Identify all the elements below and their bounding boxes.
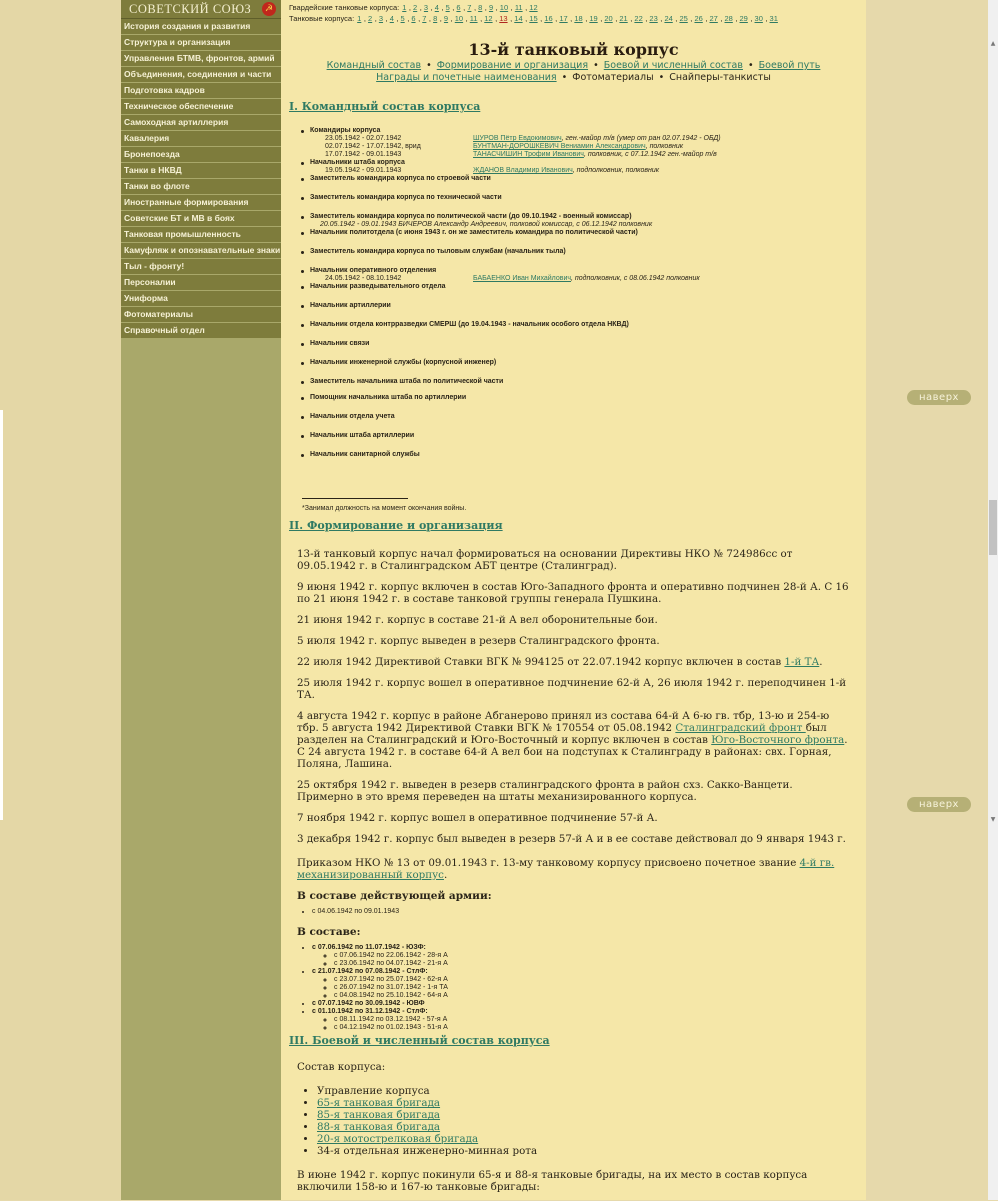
sidebar-item-reference[interactable]: Справочный отдел [121, 323, 281, 339]
tank-corps-link[interactable]: 26 [694, 14, 703, 23]
nav-link-combat-path[interactable]: Боевой путь [758, 60, 821, 71]
sidebar-item-navy-tanks[interactable]: Танки во флоте [121, 179, 281, 195]
sidebar-item-tech-support[interactable]: Техническое обеспечение [121, 99, 281, 115]
corps-link[interactable]: 4-й гв. механизированный корпус [297, 857, 835, 881]
sidebar-item-camouflage[interactable]: Камуфляж и опознавательные знаки [121, 243, 281, 259]
chief-entry: 19.05.1942 - 09.01.1943 ЖДАНОВ Владимир Иванович, подполковник, полковник [325, 167, 660, 174]
site-logo[interactable] [121, 0, 281, 19]
position-deputy-rear: Заместитель командира корпуса по тыловым службам (начальник тыла) [301, 248, 866, 256]
position-engineer: Начальник инженерной службы (корпусной инженер) [301, 359, 866, 367]
guards-corps-links: Гвардейские танковые корпуса: 1 , 2 , 3 , 4 , 5 , 6 , 7 , 8 , 9 , 10 , 11 , 12 [289, 3, 538, 12]
tank-corps-link[interactable]: 27 [709, 14, 718, 23]
nav-text-photos: Фотоматериалы [572, 72, 654, 83]
position-recon: Начальник разведывательного отдела [301, 283, 866, 291]
paragraph: 7 ноября 1942 г. корпус вошел в оперативное подчинение 57-й А. [297, 812, 658, 824]
section-heading-formation[interactable]: II. Формирование и организация [289, 519, 503, 532]
person-link[interactable]: ТАНАСЧИШИН Трофим Иванович [473, 151, 584, 158]
paragraph: 4 августа 1942 г. корпус в районе Абганерово принял из состава 64-й А 6-ю гв. тбр, 13-ю и 254-ю тбр. 5 августа 1942 Директивой Ставки ВГК № 170554 от 05.08.1942 Сталинградский фронт был разделен на Сталинградский и Юго-Восточный и корпус включен в состав Юго-Восточного фронта. С 24 августа 1942 г. в составе 64-й А вел бои на подступах к Сталинграду в районах: свх. Горная, Поляна, Лашина. [297, 710, 848, 770]
tank-corps-link[interactable]: 21 [619, 14, 628, 23]
sidebar-item-structure[interactable]: Структура и организация [121, 35, 281, 51]
paragraph: Приказом НКО № 13 от 09.01.1943 г. 13-му танковому корпусу присвоено почетное звание 4-й гв. механизированный корпус. [297, 857, 835, 881]
paragraph: 25 октября 1942 г. выведен в резерв сталинградского фронта в район схз. Сакко-Ванцети. Примерно в это время переведен на штаты механизированного корпуса. [297, 779, 793, 803]
tank-corps-link[interactable]: 9 [443, 14, 449, 23]
front-link[interactable]: Сталинградский фронт [675, 722, 806, 734]
tank-corps-link[interactable]: 16 [544, 14, 553, 23]
hammer-sickle-icon: ☭ [262, 2, 276, 16]
person-link[interactable]: БАБАЕНКО Иван Михайлович [473, 275, 572, 282]
nav-link-awards[interactable]: Награды и почетные наименования [376, 72, 557, 83]
tank-corps-link[interactable]: 30 [754, 14, 763, 23]
nav-separator: • [426, 60, 432, 71]
nav-separator: • [748, 60, 754, 71]
tank-corps-link[interactable]: 2 [368, 14, 373, 23]
position-records: Начальник отдела учета [301, 413, 866, 421]
tank-corps-link[interactable]: 13 [499, 14, 508, 23]
list-item: • с 01.10.1942 по 31.12.1942 - СтлФ: ◦ с 08.11.1942 по 03.12.1942 - 57-я А ◦ с 04.12.1942 по 01.02.1943 - 51-я А [312, 1008, 852, 1032]
position-deputy-staff-political: Заместитель начальника штаба по политической части [301, 378, 866, 386]
sidebar-item-battles[interactable]: Советские БТ и МВ в боях [121, 211, 281, 227]
tank-corps-link[interactable]: 5 [400, 14, 405, 23]
list-item: ◦ с 04.08.1942 по 25.10.1942 - 64-я А [334, 992, 852, 1000]
position-operations: Начальник оперативного отделения [301, 267, 866, 275]
combat-text [297, 1061, 852, 1201]
list-item: • с 21.07.1942 по 07.08.1942 - СтлФ: ◦ с 23.07.1942 по 25.07.1942 - 62-я А ◦ с 26.07.1942 по 31.07.1942 - 1-я ТА ◦ с 04.08.1942 по 25.10.1942 - 64-я А [312, 968, 852, 1000]
tank-corps-link[interactable]: 15 [529, 14, 538, 23]
list-item: • с 07.06.1942 по 11.07.1942 - ЮЗФ: ◦ с 07.06.1942 по 22.06.1942 - 28-я А ◦ с 23.06.1942 по 04.07.1942 - 21-я А [312, 944, 852, 968]
sidebar [121, 0, 281, 1200]
nav-text-snipers: Снайперы-танкисты [669, 72, 771, 83]
army-link[interactable]: 1-й ТА [784, 656, 820, 668]
nav-separator: • [658, 72, 665, 83]
commander-entry: 17.07.1942 - 09.01.1943 ТАНАСЧИШИН Трофим Иванович, полковник, с 07.12.1942 ген.-майор т/в [325, 151, 717, 158]
position-artillery: Начальник артиллерии [301, 302, 866, 310]
paragraph: 5 июля 1942 г. корпус выведен в резерв Сталинградского фронта. [297, 635, 660, 647]
tank-corps-link[interactable]: 6 [411, 14, 416, 23]
position-chief-of-staff: Начальники штаба корпуса [301, 159, 866, 167]
sidebar-item-uniform[interactable]: Униформа [121, 291, 281, 307]
list-item: ◦ с 04.12.1942 по 01.02.1943 - 51-я А [334, 1024, 852, 1032]
formation-text [297, 548, 852, 1032]
person-link[interactable]: БУНТМАН-ДОРОШКЕВИЧ Вениамин Александрович [473, 143, 646, 150]
paragraph: 3 декабря 1942 г. корпус был выведен в резерв 57-й А и в ее составе действовал до 9 января 1943 г. [297, 833, 846, 845]
sidebar-item-directorates[interactable]: Управления БТМВ, фронтов, армий [121, 51, 281, 67]
scroll-up-icon[interactable]: ▲ [990, 40, 996, 47]
sidebar-item-formations[interactable]: Объединения, соединения и части [121, 67, 281, 83]
corps-index [289, 2, 780, 24]
position-asst-artillery: Помощник начальника штаба по артиллерии [301, 394, 866, 402]
guards-corps-link[interactable]: 1 [402, 3, 407, 12]
nav-separator: • [561, 72, 568, 83]
position-deputy-combat: Заместитель командира корпуса по строевой части [301, 175, 866, 183]
position-deputy-political: Заместитель командира корпуса по политической части (до 09.10.1942 - военный комиссар) [301, 213, 866, 221]
tank-corps-link[interactable]: 20 [604, 14, 613, 23]
guards-corps-link[interactable]: 4 [434, 3, 439, 12]
composition-list [297, 944, 852, 1032]
active-army-heading: В составе действующей армии: [297, 890, 492, 902]
sidebar-item-cavalry[interactable]: Кавалерия [121, 131, 281, 147]
back-to-top-button[interactable]: наверх [907, 797, 971, 812]
sidebar-item-foreign[interactable]: Иностранные формирования [121, 195, 281, 211]
nav-link-command[interactable]: Командный состав [326, 60, 422, 71]
political-deputy-entry: 20.05.1942 - 09.01.1943 БИЧЕРОВ Александр Андреевич, полковой комиссар, с 06.12.1942 полковник [320, 221, 653, 228]
tank-corps-link[interactable]: 1 [357, 14, 362, 23]
position-artillery-staff: Начальник штаба артиллерии [301, 432, 866, 440]
paragraph: 9 июня 1942 г. корпус включен в состав Юго-Западного фронта и оперативно подчинен 28-й А. С 16 по 21 июня 1942 г. в составе танковой группы генерала Пушкина. [297, 581, 849, 605]
position-signals: Начальник связи [301, 340, 866, 348]
commander-entry: 23.05.1942 - 02.07.1942 ШУРОВ Пётр Евдокимович, ген.-майор т/в (умер от ран 02.07.1942 - ОБД) [325, 135, 721, 142]
guards-corps-link[interactable]: 12 [529, 3, 538, 12]
left-margin [0, 0, 121, 1200]
sidebar-item-industry[interactable]: Танковая промышленность [121, 227, 281, 243]
list-item: ◦ с 23.07.1942 по 25.07.1942 - 62-я А [334, 976, 852, 984]
tank-corps-label: Танковые корпуса: [289, 14, 355, 23]
list-item: ◦ с 07.06.1942 по 22.06.1942 - 28-я А [334, 952, 852, 960]
list-item: ◦ с 26.07.1942 по 31.07.1942 - 1-я ТА [334, 984, 852, 992]
active-army-list [297, 908, 852, 916]
sidebar-menu [121, 19, 281, 339]
tank-corps-link[interactable]: 25 [679, 14, 688, 23]
tank-corps-link[interactable]: 24 [664, 14, 673, 23]
sidebar-item-persons[interactable]: Персоналии [121, 275, 281, 291]
guards-corps-link[interactable]: 7 [467, 3, 472, 12]
sidebar-item-nkvd-tanks[interactable]: Танки в НКВД [121, 163, 281, 179]
position-deputy-tech: Заместитель командира корпуса по технической части [301, 194, 866, 202]
unit-link[interactable]: 65-я танковая бригада [317, 1097, 441, 1109]
guards-corps-link[interactable]: 11 [514, 3, 523, 12]
right-margin [866, 0, 988, 1200]
scrollbar-thumb[interactable] [989, 500, 997, 555]
paragraph: 22 июля 1942 Директивой Ставки ВГК № 994125 от 22.07.1942 корпус включен в состав 1-й ТА. [297, 656, 823, 668]
guards-corps-link[interactable]: 9 [488, 3, 494, 12]
page-title: 13-й танковый корпус [468, 40, 679, 59]
sidebar-item-training[interactable]: Подготовка кадров [121, 83, 281, 99]
footnote: *Занимал должность на момент окончания войны. [302, 505, 467, 512]
tank-corps-link[interactable]: 22 [634, 14, 643, 23]
nav-link-combat-strength[interactable]: Боевой и численный состав [603, 60, 743, 71]
list-item: ◦ с 23.06.1942 по 04.07.1942 - 21-я А [334, 960, 852, 968]
tank-corps-link[interactable]: 29 [739, 14, 748, 23]
tank-corps-link[interactable]: 23 [649, 14, 658, 23]
section-nav [281, 60, 866, 84]
nav-link-formation[interactable]: Формирование и организация [436, 60, 589, 71]
guards-corps-link[interactable]: 2 [413, 3, 418, 12]
back-to-top-button[interactable]: наверх [907, 390, 971, 405]
front-link[interactable]: Юго-Восточного фронта [711, 734, 845, 746]
person-link[interactable]: ШУРОВ Пётр Евдокимович [473, 135, 562, 142]
list-item[interactable] [317, 1109, 852, 1121]
paragraph: 25 июля 1942 г. корпус вошел в оперативное подчинение 62-й А, 26 июля 1942 г. переподчинен 1-й ТА. [297, 677, 847, 701]
list-item: • 34-я отдельная инженерно-минная рота [317, 1145, 852, 1157]
paragraph: 13-й танковый корпус начал формироваться на основании Директивы НКО № 724986сс от 09.05.1942 г. в Сталинградском АБТ центре (Сталинград). [297, 548, 793, 572]
operations-entry: 24.05.1942 - 08.10.1942 БАБАЕНКО Иван Михайлович, подполковник, с 08.06.1942 полковник [325, 275, 700, 282]
tank-corps-link[interactable]: 19 [589, 14, 598, 23]
tank-corps-link[interactable]: 28 [724, 14, 733, 23]
unit-link[interactable]: 88-я танковая бригада [317, 1121, 441, 1133]
person-link[interactable]: ЖДАНОВ Владимир Иванович [473, 167, 573, 174]
position-smersh: Начальник отдела контрразведки СМЕРШ (до 19.04.1943 - начальник особого отдела НКВД) [301, 321, 866, 329]
tank-corps-link[interactable]: 18 [574, 14, 583, 23]
sidebar-item-armored-trains[interactable]: Бронепоезда [121, 147, 281, 163]
list-item: • с 04.06.1942 по 09.01.1943 [312, 908, 852, 916]
unit-list [297, 1085, 852, 1157]
paragraph: 21 июня 1942 г. корпус в составе 21-й А вел оборонительные бои. [297, 614, 658, 626]
composition-heading: В составе: [297, 926, 361, 938]
footnote-divider [302, 498, 408, 499]
guards-corps-link[interactable]: 8 [478, 3, 483, 12]
nav-separator: • [593, 60, 599, 71]
tank-corps-link[interactable]: 31 [769, 14, 778, 23]
list-item: • с 07.07.1942 по 30.09.1942 - ЮВФ [312, 1000, 852, 1008]
site-name: СОВЕТСКИЙ СОЮЗ [129, 1, 252, 16]
unit-link[interactable]: 20-я мотострелковая бригада [317, 1133, 479, 1145]
sidebar-item-sp-artillery[interactable]: Самоходная артиллерия [121, 115, 281, 131]
position-medical: Начальник санитарной службы [301, 451, 866, 459]
list-item: • Управление корпуса [317, 1085, 852, 1097]
left-edge-strip [0, 410, 3, 820]
tank-corps-link[interactable]: 8 [433, 14, 438, 23]
guards-corps-link[interactable]: 3 [423, 3, 429, 12]
tank-corps-link[interactable]: 14 [514, 14, 523, 23]
unit-link[interactable]: 85-я танковая бригада [317, 1109, 441, 1121]
tank-corps-link[interactable]: 3 [378, 14, 384, 23]
sidebar-item-history[interactable]: История создания и развития [121, 19, 281, 35]
sidebar-item-rear[interactable]: Тыл - фронту! [121, 259, 281, 275]
sidebar-item-photos[interactable]: Фотоматериалы [121, 307, 281, 323]
paragraph: Состав корпуса: [297, 1061, 386, 1073]
list-item[interactable] [317, 1121, 852, 1133]
paragraph: В июне 1942 г. корпус покинули 65-я и 88-я танковые бригады, на их место в состав корпуса включили 158-ю и 167-ю танковые бригады: [297, 1169, 808, 1193]
tank-corps-link[interactable]: 4 [389, 14, 394, 23]
position-commanders: Командиры корпуса [301, 127, 866, 135]
tank-corps-link[interactable]: 11 [469, 14, 478, 23]
section-heading-combat[interactable]: III. Боевой и численный состав корпуса [289, 1034, 550, 1047]
list-item[interactable] [317, 1133, 852, 1145]
list-item: ◦ с 08.11.1942 по 03.12.1942 - 57-я А [334, 1016, 852, 1024]
section-heading-command[interactable]: I. Командный состав корпуса [289, 100, 481, 113]
tank-corps-links: Танковые корпуса: 1 , 2 , 3 , 4 , 5 , 6 , 7 , 8 , 9 , 10 , 11 , 12 , 13 , 14 , 15 , 16 , 17 , 18 , 19 , 20 , 21 , 22 , 23 , 24 , 25 , 26 , 27 , 28 , 29 , 30 , 31 [289, 14, 778, 23]
tank-corps-link[interactable]: 17 [559, 14, 568, 23]
guards-corps-link[interactable]: 10 [499, 3, 509, 12]
scrollbar-track[interactable] [988, 0, 998, 1200]
command-list [301, 127, 866, 459]
guards-corps-label: Гвардейские танковые корпуса: [289, 3, 400, 12]
commander-entry: 02.07.1942 - 17.07.1942, врид БУНТМАН-ДОРОШКЕВИЧ Вениамин Александрович, полковник [325, 143, 684, 150]
tank-corps-link[interactable]: 10 [454, 14, 464, 23]
guards-corps-link[interactable]: 6 [456, 3, 461, 12]
list-item[interactable] [317, 1097, 852, 1109]
position-political-dept: Начальник политотдела (с июня 1943 г. он же заместитель командира по политической части) [301, 229, 866, 237]
scroll-down-icon[interactable]: ▼ [990, 816, 996, 823]
guards-corps-link[interactable]: 5 [445, 3, 450, 12]
tank-corps-link[interactable]: 7 [422, 14, 427, 23]
tank-corps-link[interactable]: 12 [484, 14, 493, 23]
